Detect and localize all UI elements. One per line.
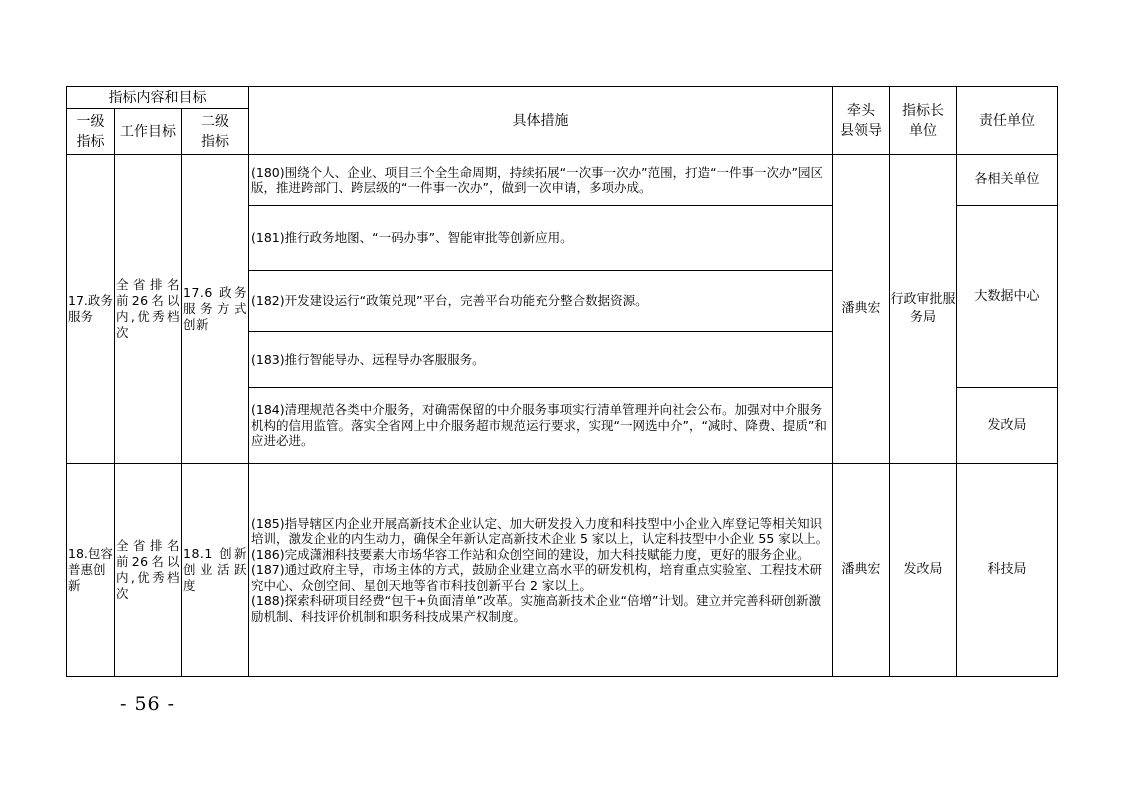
header-responsible: 责任单位 xyxy=(957,87,1058,155)
table-row xyxy=(67,155,1058,206)
page-number: - 56 - xyxy=(120,693,176,715)
header-indicator-head: 指标长 单位 xyxy=(890,87,957,155)
indicator-head-unit: 行政审批服务局 xyxy=(890,155,957,464)
header-level1: 一级 指标 xyxy=(67,109,115,155)
lead-leader: 潘典宏 xyxy=(833,464,890,677)
level2-indicator: 18.1 创新创业活跃度 xyxy=(182,464,249,677)
responsible-unit: 大数据中心 xyxy=(957,206,1058,388)
measure-item: (180)围绕个人、企业、项目三个全生命周期，持续拓展“一次事一次办”范围，打造“一件事一次办”园区版，推进跨部门、跨层级的“一件事一次办”，做到一次申请，多项办成。 xyxy=(249,155,833,206)
header-measures: 具体措施 xyxy=(249,87,833,155)
lead-leader: 潘典宏 xyxy=(833,155,890,464)
measure-list xyxy=(249,464,833,677)
indicator-table xyxy=(66,86,1058,677)
header-level2: 二级 指标 xyxy=(182,109,249,155)
measure-item: (188)探索科研项目经费“包干+负面清单”改革。实施高新技术企业“倍增”计划。建立并完善科研创新激励机制、科技评价机制和职务科技成果产权制度。 xyxy=(251,593,821,624)
measure-item: (183)推行智能导办、远程导办客服服务。 xyxy=(249,332,833,388)
work-goal: 全省排名前26名以内,优秀档次 xyxy=(115,155,182,464)
level1-indicator: 18.包容普惠创新 xyxy=(67,464,115,677)
header-leader: 牵头 县领导 xyxy=(833,87,890,155)
header-group-title: 指标内容和目标 xyxy=(67,87,249,109)
measure-item: (184)清理规范各类中介服务，对确需保留的中介服务事项实行清单管理并向社会公布。加强对中介服务机构的信用监管。落实全省网上中介服务超市规范运行要求，实现“一网选中介”，“减时、降费、提质”和应进必进。 xyxy=(249,388,833,464)
responsible-unit: 科技局 xyxy=(957,464,1058,677)
level1-indicator: 17.政务服务 xyxy=(67,155,115,464)
measure-item: (186)完成潇湘科技要素大市场华容工作站和众创空间的建设，加大科技赋能力度，更好的服务企业。 xyxy=(251,546,810,562)
responsible-unit: 发改局 xyxy=(957,388,1058,464)
level2-indicator: 17.6 政务服务方式创新 xyxy=(182,155,249,464)
measure-item: (181)推行政务地图、“一码办事”、智能审批等创新应用。 xyxy=(249,206,833,271)
responsible-unit: 各相关单位 xyxy=(957,155,1058,206)
indicator-head-unit: 发改局 xyxy=(890,464,957,677)
measure-item: (185)指导辖区内企业开展高新技术企业认定、加大研发投入力度和科技型中小企业入库登记等相关知识培训，激发企业的内生动力，确保全年新认定高新技术企业 5 家以上，认定科技型中小企业 55 家以上。 xyxy=(251,515,829,547)
header-work-goal: 工作目标 xyxy=(115,109,182,155)
measure-item: (182)开发建设运行“政策兑现”平台，完善平台功能充分整合数据资源。 xyxy=(249,271,833,332)
header-row-1 xyxy=(67,87,1058,109)
work-goal: 全省排名前26名以内,优秀档次 xyxy=(115,464,182,677)
measure-item: (187)通过政府主导，市场主体的方式，鼓励企业建立高水平的研发机构，培育重点实验室、工程技术研究中心、众创空间、星创天地等省市科技创新平台 2 家以上。 xyxy=(251,562,823,593)
table-row xyxy=(67,464,1058,677)
